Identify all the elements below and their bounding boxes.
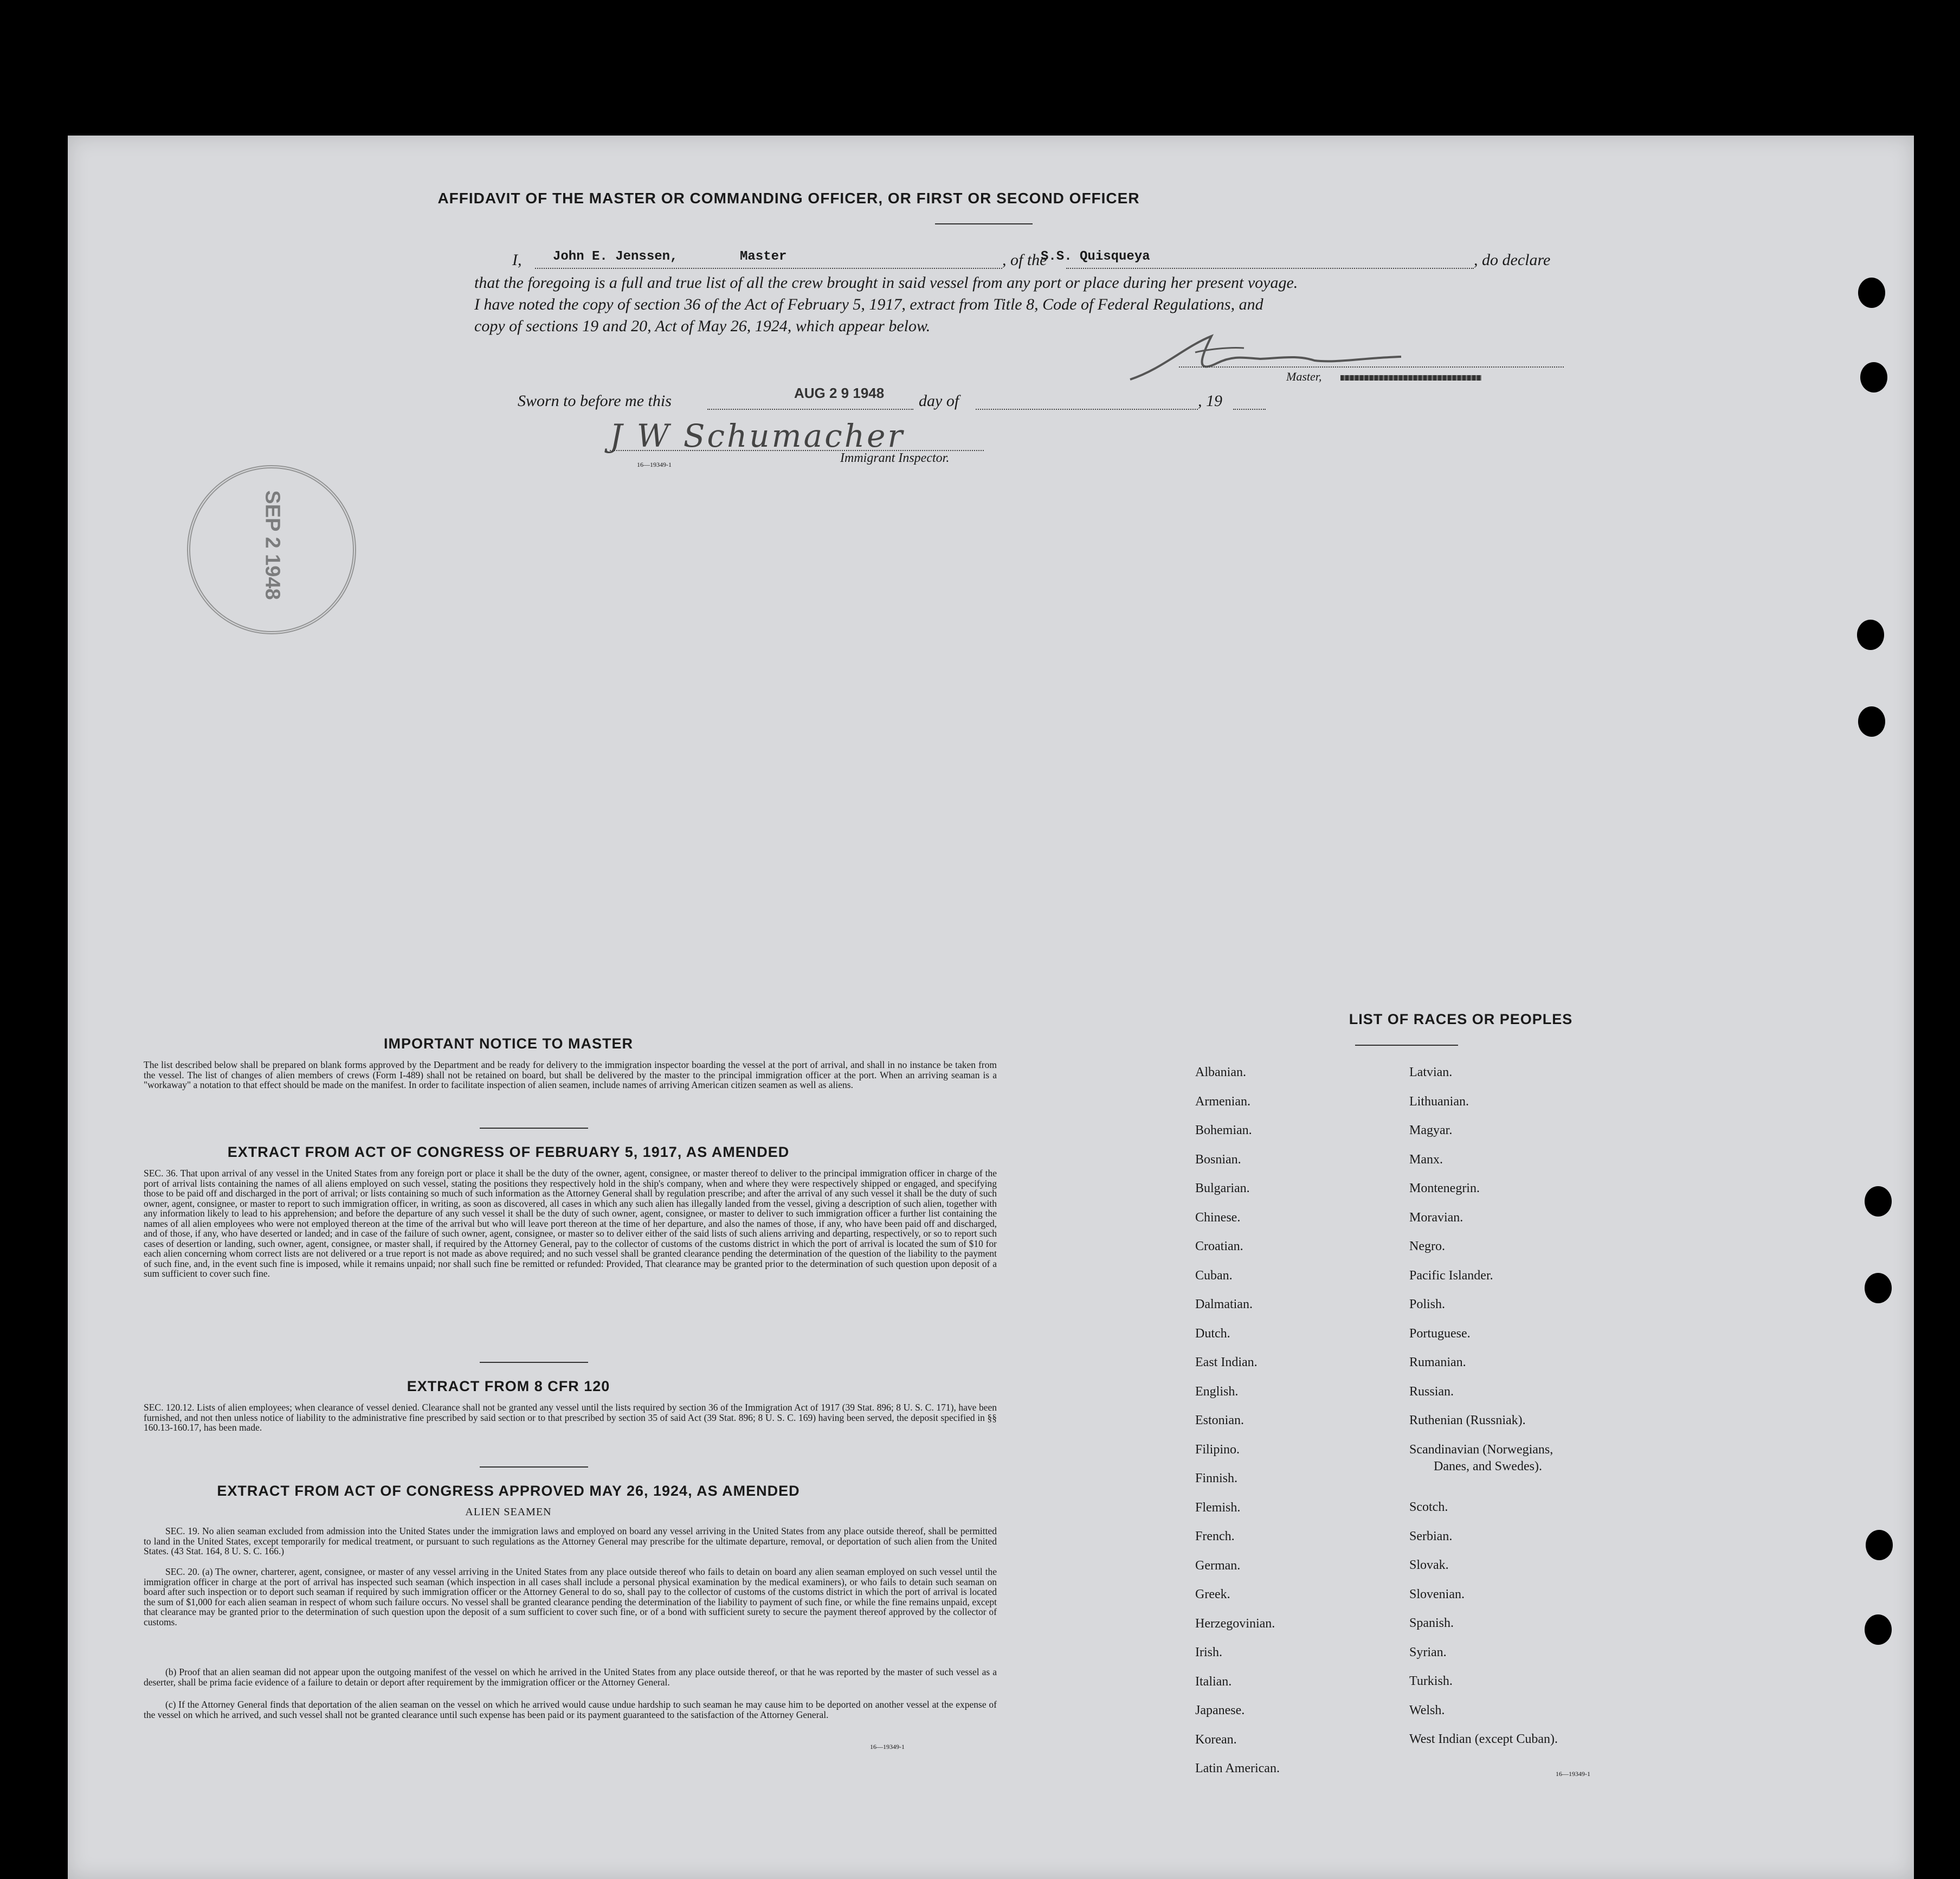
- extract-1917-title: EXTRACT FROM ACT OF CONGRESS OF FEBRUARY 5, 1917, AS AMENDED: [227, 1144, 790, 1160]
- extract-1917-text: SEC. 36. That upon arrival of any vessel in the United States from any foreign port or place it shall be the duty of the owner, agent, consignee, or master thereof to deliver to the principal immigration officer in charge of the port of arrival lists containing the names of all aliens employed on such vessel, stating the positions they respectively hold in the ship's company, when and where they were respectively shipped or engaged, and specifying those to be paid off and discharged in the port of arrival; or lists containing so much of such information as the Attorney General shall by regulation prescribe; and after the arrival of any such vessel it shall be the duty of such owner, agent, consignee, or master to report to such immigration officer, in writing, as soon as discovered, all cases in which any such alien has illegally landed from the vessel, giving a description of such alien, together with any information likely to lead to his apprehension; and before the departure of any such vessel it shall be the duty of such owner, agent, consignee, or master to deliver to such immigration officer a further list containing the names of all alien employees who were not employed thereon at the time of the arrival but who will leave port thereon at the time of her departure, and also the names of those, if any, who have been paid off and discharged, and of those, if any, who have deserted or landed; and in case of the failure of such owner, agent, consignee, or master so to deliver either of the said lists of such aliens arriving and departing, respectively, or so to report such cases of desertion or landing, such owner, agent, consignee, or master shall, if required by the Attorney General, pay to the collector of customs of the customs district in which the port of arrival is located the sum of $10 for each alien concerning whom correct lists are not delivered or a true report is not made as above required; and no such vessel shall be granted clearance pending the determination of the question of the liability to the payment of such fine, and, in the event such fine is imposed, while it remains unpaid; nor shall such fine be remitted or refunded: Provided, That clearance may be granted prior to the determination of such question upon deposit of a sum sufficient to cover such fine.: [144, 1168, 997, 1279]
- title-divider: [935, 223, 1033, 224]
- binder-hole: [1865, 1186, 1892, 1217]
- sec-20b-text: (b) Proof that an alien seaman did not appear upon the outgoing manifest of the vessel on which he arrived in the United States from any place outside thereof, or that he was reported by the master of such vessel as a deserter, shall be prima facie evidence of a failure to detain or deport after requirement by the immigration officer or the Attorney General.: [144, 1666, 997, 1688]
- binder-hole: [1857, 620, 1884, 650]
- race-entry: German.: [1195, 1558, 1241, 1573]
- race-entry: French.: [1195, 1529, 1235, 1543]
- declaration-line-4: copy of sections 19 and 20, Act of May 26, 1924, which appear below.: [474, 317, 931, 335]
- sworn-date-stamp: AUG 2 9 1948: [794, 385, 885, 401]
- binder-hole: [1858, 278, 1885, 308]
- race-entry: Estonian.: [1195, 1413, 1244, 1427]
- sec-20c-text: (c) If the Attorney General finds that deportation of the alien seaman on the vessel on which he arrived would cause undue hardship to such seaman he may cause him to be deported on another vessel at the expense of the vessel on which he arrived, and such vessel shall not be granted clearance until such expense has been paid or its payment guaranteed to the satisfaction of the Attorney General.: [144, 1699, 997, 1720]
- race-entry: Albanian.: [1195, 1065, 1246, 1079]
- cfr-text: SEC. 120.12. Lists of alien employees; when clearance of vessel denied. Clearance shall not be granted any vessel until the lists required by section 36 of the Immigration Act of 1917 (39 Stat. 896; 8 U. S. C. 171), have been furnished, and not then unless notice of liability to the administrative fine prescribed by said section or to that prescribed by section 35 of said Act (39 Stat. 896; 8 U. S. C. 169) having been served, the deposit specified in §§ 160.13-160.17, has been made.: [144, 1402, 997, 1433]
- race-entry: Korean.: [1195, 1732, 1237, 1747]
- race-entry: Irish.: [1195, 1645, 1222, 1659]
- race-entry: Flemish.: [1195, 1500, 1241, 1515]
- binder-hole: [1858, 706, 1885, 737]
- alien-seamen-subtitle: ALIEN SEAMEN: [465, 1506, 552, 1518]
- race-entry: Manx.: [1409, 1152, 1443, 1167]
- race-entry: Danes, and Swedes).: [1434, 1459, 1542, 1473]
- binder-hole: [1866, 1530, 1893, 1560]
- races-divider: [1355, 1045, 1458, 1046]
- race-entry: Latvian.: [1409, 1065, 1453, 1079]
- race-entry: Bohemian.: [1195, 1123, 1252, 1137]
- race-entry: Croatian.: [1195, 1239, 1243, 1253]
- race-entry: Scotch.: [1409, 1500, 1448, 1514]
- races-title: LIST OF RACES OR PEOPLES: [1349, 1011, 1573, 1027]
- race-entry: Scandinavian (Norwegians,: [1409, 1442, 1553, 1457]
- of-the-label: , of the: [1002, 251, 1047, 269]
- race-entry: Russian.: [1409, 1384, 1454, 1399]
- master-signature-line: [1179, 366, 1564, 368]
- race-entry: Bosnian.: [1195, 1152, 1241, 1167]
- binder-hole: [1860, 362, 1887, 392]
- notice-text: The list described below shall be prepared on blank forms approved by the Department and be ready for delivery to the immigration inspector boarding the vessel at the port of arrival, and shall in no instance be taken from the vessel. The list of changes of alien members of crews (Form I-489) shall not be retained on board, but shall be delivered by the master to the principal immigration officer at the port. When an arriving seaman is a "workaway" a notation to that effect should be made on the manifest. In order to facilitate inspection of alien seamen, include names of arriving American citizen seamen as well as aliens.: [144, 1059, 997, 1090]
- race-entry: Rumanian.: [1409, 1355, 1466, 1369]
- notice-title: IMPORTANT NOTICE TO MASTER: [384, 1035, 633, 1052]
- declaration-line-3: I have noted the copy of section 36 of the Act of February 5, 1917, extract from Title 8, Code of Federal Regulations, and: [474, 295, 1263, 313]
- declaration-prefix: I,: [512, 251, 522, 269]
- race-entry: Bulgarian.: [1195, 1181, 1250, 1195]
- form-number-affidavit: 16—19349-1: [637, 461, 672, 468]
- race-entry: Dalmatian.: [1195, 1297, 1253, 1311]
- race-entry: Chinese.: [1195, 1210, 1241, 1225]
- race-entry: Polish.: [1409, 1297, 1446, 1311]
- race-entry: West Indian (except Cuban).: [1409, 1732, 1558, 1746]
- sworn-label: Sworn to before me this: [518, 392, 672, 410]
- cfr-divider: [480, 1466, 588, 1468]
- inspector-signature: J W Schumacher: [610, 417, 905, 454]
- race-entry: Italian.: [1195, 1674, 1232, 1689]
- race-entry: Cuban.: [1195, 1268, 1233, 1283]
- race-entry: Filipino.: [1195, 1442, 1240, 1457]
- sec-20a-text: SEC. 20. (a) The owner, charterer, agent, consignee, or master of any vessel arriving in the United States from any place outside thereof who fails to detain on board any alien seaman employed on such vessel until the immigration officer in charge at the port of arrival has inspected such seaman (which inspection in all cases shall include a personal physical examination by the medical examiners), or who fails to detain such seaman on board after such inspection or to deport such seaman if required by such immigration officer or the Attorney General to do so, shall pay to the collector of customs of the customs district in which the port of arrival is located the sum of $1,000 for each alien seaman in respect of whom such failure occurs. No vessel shall be granted clearance pending the determination of the liability to payment of such fine, or while the fine remains unpaid, except that clearance may be granted prior to the determination of such question upon the deposit of a sum sufficient to cover such fine, or of a bond with sufficient surety to secure the payment thereof approved by the collector of customs.: [144, 1566, 997, 1627]
- vessel-line: [1066, 268, 1474, 269]
- sec-19-text: SEC. 19. No alien seaman excluded from admission into the United States under the immigration laws and employed on board any vessel arriving in the United States from any place outside thereof, shall be permitted to land in the United States, except temporarily for medical treatment, or pursuant to such regulations as the Attorney General may prescribe for the ultimate departure, removal, or deportation of such alien from the United States. (43 Stat. 164, 8 U. S. C. 166.): [144, 1526, 997, 1556]
- race-entry: Armenian.: [1195, 1094, 1250, 1109]
- race-entry: Herzegovinian.: [1195, 1616, 1275, 1631]
- race-entry: Negro.: [1409, 1239, 1445, 1253]
- race-entry: East Indian.: [1195, 1355, 1258, 1369]
- sworn-date-line: [707, 409, 913, 410]
- stamp-date: SEP 2 1948: [261, 490, 284, 600]
- race-entry: Spanish.: [1409, 1616, 1454, 1630]
- month-line: [976, 409, 1198, 410]
- master-rank: Master: [740, 249, 787, 264]
- race-entry: Slovenian.: [1409, 1587, 1465, 1601]
- master-name: John E. Jenssen,: [553, 249, 678, 264]
- year-label: , 19: [1198, 392, 1222, 410]
- master-label: Master,: [1286, 370, 1322, 383]
- race-entry: Latin American.: [1195, 1761, 1280, 1775]
- race-entry: Japanese.: [1195, 1703, 1245, 1717]
- do-declare-label: , do declare: [1474, 251, 1551, 269]
- year-line: [1233, 409, 1266, 410]
- race-entry: Moravian.: [1409, 1210, 1463, 1225]
- race-entry: English.: [1195, 1384, 1239, 1399]
- race-entry: Lithuanian.: [1409, 1094, 1469, 1109]
- extract-1924-title: EXTRACT FROM ACT OF CONGRESS APPROVED MAY 26, 1924, AS AMENDED: [217, 1483, 800, 1499]
- inspector-label: Immigrant Inspector.: [840, 451, 950, 465]
- race-entry: Serbian.: [1409, 1529, 1453, 1543]
- race-entry: Magyar.: [1409, 1123, 1453, 1137]
- extract-1917-divider: [480, 1362, 588, 1363]
- declaration-line-2: that the foregoing is a full and true list of all the crew brought in said vessel from any port or place during her present voyage.: [474, 274, 1298, 292]
- form-number-races: 16—19349-1: [1556, 1770, 1590, 1778]
- day-of-label: day of: [919, 392, 959, 410]
- receipt-stamp: [187, 465, 356, 634]
- race-entry: Finnish.: [1195, 1471, 1238, 1485]
- binder-hole: [1865, 1614, 1892, 1645]
- vessel-name: S.S. Quisqueya: [1041, 249, 1150, 264]
- race-entry: Portuguese.: [1409, 1326, 1471, 1341]
- race-entry: Dutch.: [1195, 1326, 1230, 1341]
- race-entry: Ruthenian (Russniak).: [1409, 1413, 1526, 1427]
- race-entry: Greek.: [1195, 1587, 1230, 1601]
- race-entry: Pacific Islander.: [1409, 1268, 1493, 1283]
- struck-out-title: [1340, 375, 1481, 381]
- race-entry: Montenegrin.: [1409, 1181, 1480, 1195]
- race-entry: Welsh.: [1409, 1703, 1445, 1717]
- binder-hole: [1865, 1273, 1892, 1303]
- race-entry: Slovak.: [1409, 1558, 1449, 1572]
- race-entry: Turkish.: [1409, 1674, 1453, 1688]
- cfr-title: EXTRACT FROM 8 CFR 120: [407, 1378, 610, 1394]
- document-page: [68, 136, 1914, 1879]
- affidavit-title: AFFIDAVIT OF THE MASTER OR COMMANDING OFFICER, OR FIRST OR SECOND OFFICER: [437, 190, 1140, 207]
- name-line: [535, 268, 1002, 269]
- race-entry: Syrian.: [1409, 1645, 1447, 1659]
- notice-divider: [480, 1128, 588, 1129]
- form-number-notice: 16—19349-1: [870, 1743, 905, 1751]
